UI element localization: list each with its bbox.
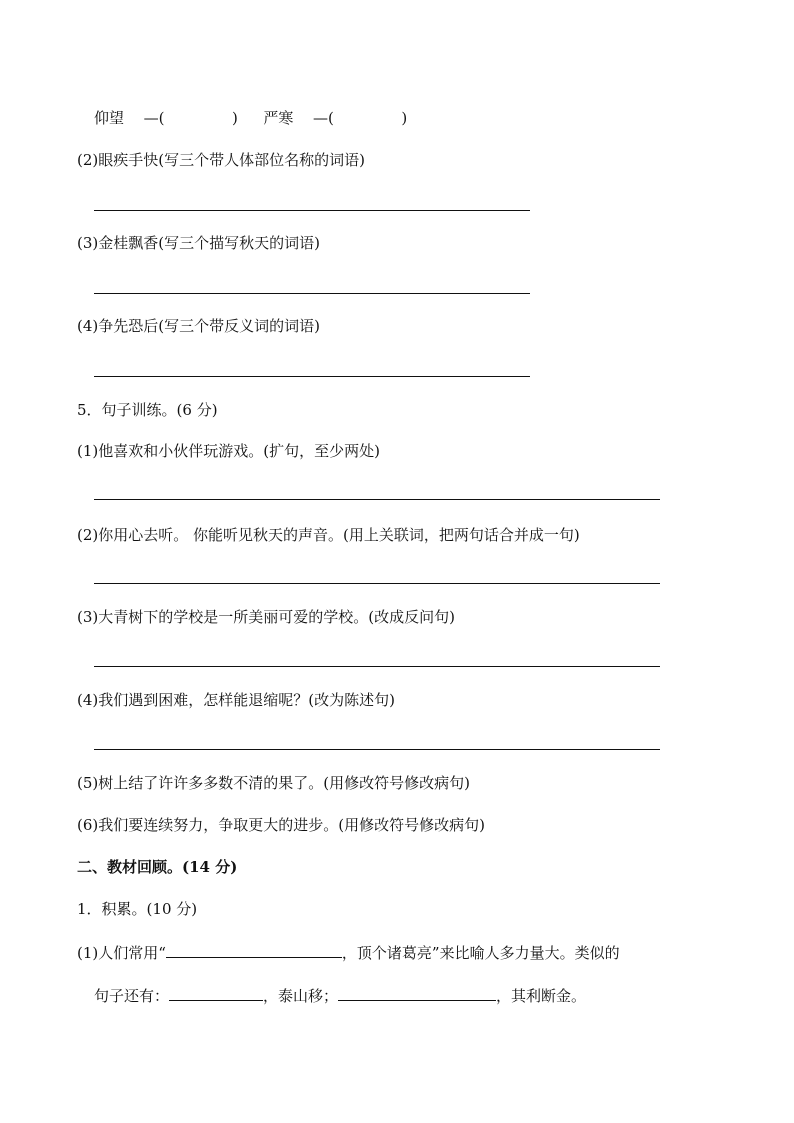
answer-line[interactable] bbox=[94, 666, 660, 667]
s2-q1-cont-mid: ，泰山移； bbox=[263, 987, 339, 1005]
word-yangwang: 仰望 bbox=[94, 109, 125, 127]
q4-item-2: (2)眼疾手快(写三个带人体部位名称的词语) bbox=[77, 151, 365, 169]
fill-blank[interactable] bbox=[169, 984, 263, 1001]
answer-line[interactable] bbox=[94, 583, 660, 584]
q5-item-5: (5)树上结了许许多多数不清的果了。(用修改符号修改病句) bbox=[77, 774, 470, 792]
q5-title: 5．句子训练。(6 分) bbox=[77, 401, 218, 419]
q5-item-6: (6)我们要连续努力，争取更大的进步。(用修改符号修改病句) bbox=[77, 816, 485, 834]
paren-close-2: ) bbox=[401, 109, 408, 127]
dash-open-1: —( bbox=[143, 109, 165, 127]
dash-open-2: —( bbox=[313, 109, 334, 127]
q5-item-1: (1)他喜欢和小伙伴玩游戏。(扩句，至少两处) bbox=[77, 442, 380, 460]
section2-title: 二、教材回顾。(14 分) bbox=[77, 858, 238, 876]
answer-line[interactable] bbox=[94, 749, 660, 750]
fill-blank[interactable] bbox=[338, 984, 496, 1001]
q5-item-3: (3)大青树下的学校是一所美丽可爱的学校。(改成反问句) bbox=[77, 608, 455, 626]
s2-q1-cont-pre: 句子还有： bbox=[94, 987, 170, 1005]
paren-close-1: ) bbox=[232, 109, 238, 127]
s2-q1-cont-end: ，其利断金。 bbox=[496, 987, 587, 1005]
s2-q1-item-1-cont bbox=[94, 984, 586, 1006]
antonym-line bbox=[94, 108, 407, 128]
q4-item-4: (4)争先恐后(写三个带反义词的词语) bbox=[77, 317, 320, 335]
q4-item-3: (3)金桂飘香(写三个描写秋天的词语) bbox=[77, 234, 320, 252]
q5-item-4: (4)我们遇到困难，怎样能退缩呢？(改为陈述句) bbox=[77, 691, 395, 709]
s2-q1-item-1 bbox=[77, 941, 620, 963]
q5-item-2: (2)你用心去听。 你能听见秋天的声音。(用上关联词，把两句话合并成一句) bbox=[77, 526, 580, 544]
word-yanhan: 严寒 bbox=[263, 109, 294, 127]
answer-line[interactable] bbox=[94, 210, 530, 211]
fill-blank[interactable] bbox=[166, 941, 342, 958]
answer-line[interactable] bbox=[94, 376, 530, 377]
answer-line[interactable] bbox=[94, 499, 660, 500]
s2-q1-item-1-mid: ，顶个诸葛亮”来比喻人多力量大。类似的 bbox=[341, 944, 620, 962]
s2-q1-title: 1．积累。(10 分) bbox=[77, 900, 198, 918]
s2-q1-item-1-pre: (1)人们常用“ bbox=[77, 944, 166, 962]
answer-line[interactable] bbox=[94, 293, 530, 294]
